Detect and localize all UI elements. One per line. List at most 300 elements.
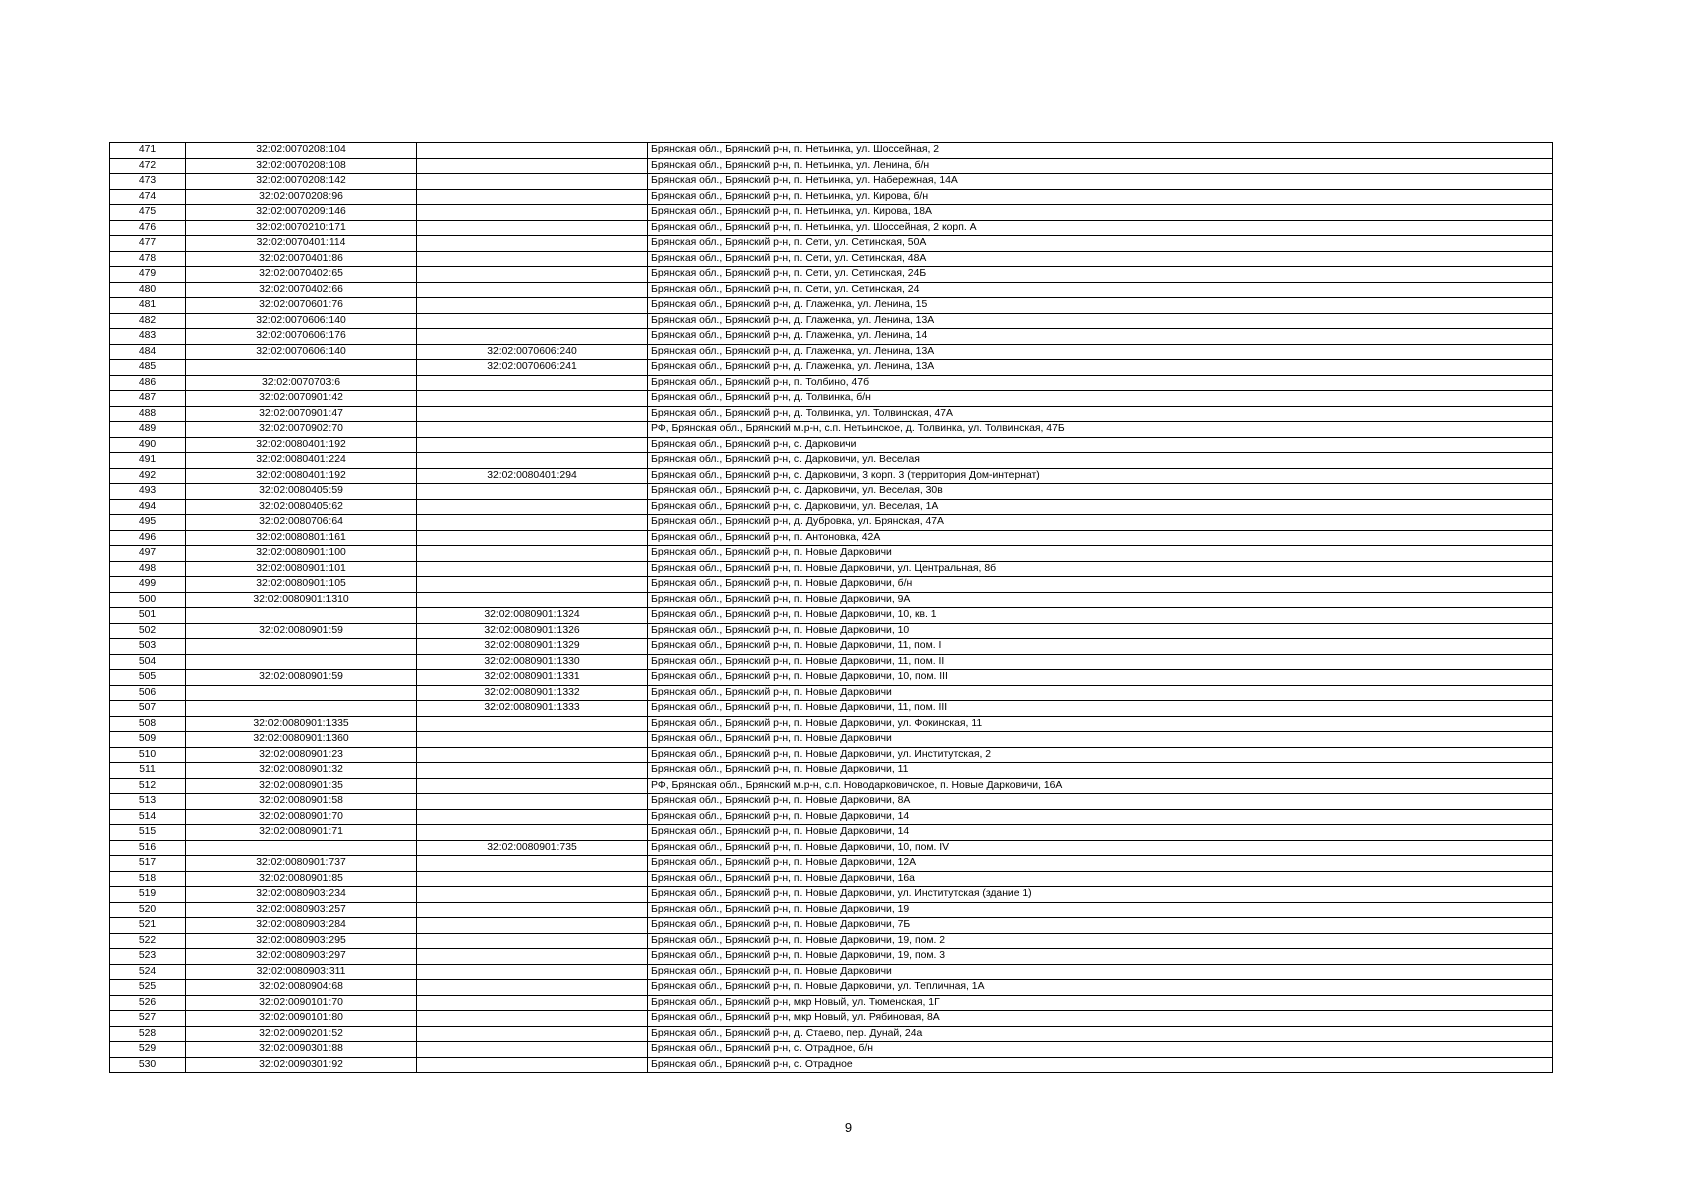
row-number-cell: 530 xyxy=(110,1057,186,1073)
row-number-cell: 527 xyxy=(110,1011,186,1027)
secondary-cadastral-number-cell xyxy=(417,980,648,996)
cadastral-number-cell: 32:02:0090101:70 xyxy=(186,995,417,1011)
row-number-cell: 526 xyxy=(110,995,186,1011)
cadastral-number-cell: 32:02:0070601:76 xyxy=(186,298,417,314)
row-number-cell: 522 xyxy=(110,933,186,949)
table-row xyxy=(110,329,1553,345)
row-number-cell: 525 xyxy=(110,980,186,996)
address-cell: Брянская обл., Брянский р-н, п. Новые Дарковичи, 11, пом. I xyxy=(648,639,1553,655)
address-cell: Брянская обл., Брянский р-н, п. Новые Дарковичи, 10, кв. 1 xyxy=(648,608,1553,624)
address-cell: Брянская обл., Брянский р-н, п. Новые Дарковичи, 14 xyxy=(648,809,1553,825)
cadastral-number-cell xyxy=(186,840,417,856)
address-cell: Брянская обл., Брянский р-н, д. Глаженка, ул. Ленина, 15 xyxy=(648,298,1553,314)
cadastral-number-cell: 32:02:0080903:297 xyxy=(186,949,417,965)
cadastral-number-cell: 32:02:0070703:6 xyxy=(186,375,417,391)
row-number-cell: 529 xyxy=(110,1042,186,1058)
row-number-cell: 505 xyxy=(110,670,186,686)
cadastral-number-cell: 32:02:0080903:257 xyxy=(186,902,417,918)
secondary-cadastral-number-cell: 32:02:0080901:1330 xyxy=(417,654,648,670)
cadastral-number-cell: 32:02:0070209:146 xyxy=(186,205,417,221)
row-number-cell: 496 xyxy=(110,530,186,546)
row-number-cell: 494 xyxy=(110,499,186,515)
table-row xyxy=(110,422,1553,438)
cadastral-number-cell: 32:02:0080401:192 xyxy=(186,437,417,453)
secondary-cadastral-number-cell: 32:02:0070606:241 xyxy=(417,360,648,376)
cadastral-number-cell: 32:02:0070606:176 xyxy=(186,329,417,345)
row-number-cell: 502 xyxy=(110,623,186,639)
address-cell: Брянская обл., Брянский р-н, п. Новые Дарковичи, ул. Фокинская, 11 xyxy=(648,716,1553,732)
cadastral-number-cell xyxy=(186,360,417,376)
secondary-cadastral-number-cell xyxy=(417,391,648,407)
table-row xyxy=(110,747,1553,763)
secondary-cadastral-number-cell xyxy=(417,375,648,391)
address-cell: Брянская обл., Брянский р-н, п. Новые Дарковичи, 16а xyxy=(648,871,1553,887)
cadastral-number-cell: 32:02:0080901:101 xyxy=(186,561,417,577)
row-number-cell: 491 xyxy=(110,453,186,469)
cadastral-number-cell: 32:02:0080405:62 xyxy=(186,499,417,515)
address-cell: Брянская обл., Брянский р-н, п. Толбино, 47б xyxy=(648,375,1553,391)
secondary-cadastral-number-cell xyxy=(417,577,648,593)
address-cell: Брянская обл., Брянский р-н, п. Новые Дарковичи, 8А xyxy=(648,794,1553,810)
secondary-cadastral-number-cell xyxy=(417,592,648,608)
cadastral-number-cell: 32:02:0080903:295 xyxy=(186,933,417,949)
row-number-cell: 506 xyxy=(110,685,186,701)
cadastral-number-cell: 32:02:0090301:92 xyxy=(186,1057,417,1073)
row-number-cell: 519 xyxy=(110,887,186,903)
address-cell: Брянская обл., Брянский р-н, п. Сети, ул. Сетинская, 50А xyxy=(648,236,1553,252)
address-cell: Брянская обл., Брянский р-н, п. Новые Дарковичи, 7Б xyxy=(648,918,1553,934)
secondary-cadastral-number-cell: 32:02:0080901:1333 xyxy=(417,701,648,717)
table-row xyxy=(110,406,1553,422)
row-number-cell: 480 xyxy=(110,282,186,298)
cadastral-number-cell: 32:02:0070902:70 xyxy=(186,422,417,438)
secondary-cadastral-number-cell xyxy=(417,546,648,562)
secondary-cadastral-number-cell xyxy=(417,561,648,577)
table-row xyxy=(110,763,1553,779)
secondary-cadastral-number-cell xyxy=(417,747,648,763)
secondary-cadastral-number-cell xyxy=(417,484,648,500)
cadastral-number-cell xyxy=(186,608,417,624)
table-row xyxy=(110,468,1553,484)
cadastral-number-cell: 32:02:0080405:59 xyxy=(186,484,417,500)
cadastral-number-cell: 32:02:0080901:105 xyxy=(186,577,417,593)
address-cell: Брянская обл., Брянский р-н, п. Новые Дарковичи, 11, пом. III xyxy=(648,701,1553,717)
address-cell: Брянская обл., Брянский р-н, п. Новые Дарковичи, 12А xyxy=(648,856,1553,872)
row-number-cell: 523 xyxy=(110,949,186,965)
secondary-cadastral-number-cell xyxy=(417,313,648,329)
cadastral-number-cell: 32:02:0080903:234 xyxy=(186,887,417,903)
cadastral-number-cell: 32:02:0080401:192 xyxy=(186,468,417,484)
table-row xyxy=(110,143,1553,159)
secondary-cadastral-number-cell xyxy=(417,918,648,934)
row-number-cell: 509 xyxy=(110,732,186,748)
cadastral-number-cell: 32:02:0070401:114 xyxy=(186,236,417,252)
cadastral-number-cell: 32:02:0070606:140 xyxy=(186,313,417,329)
secondary-cadastral-number-cell xyxy=(417,499,648,515)
row-number-cell: 489 xyxy=(110,422,186,438)
row-number-cell: 483 xyxy=(110,329,186,345)
table-row xyxy=(110,437,1553,453)
address-cell: Брянская обл., Брянский р-н, с. Дарковичи, ул. Веселая, 1А xyxy=(648,499,1553,515)
cadastral-number-cell: 32:02:0080901:71 xyxy=(186,825,417,841)
cadastral-number-cell: 32:02:0080901:32 xyxy=(186,763,417,779)
address-cell: Брянская обл., Брянский р-н, п. Новые Дарковичи, 19, пом. 2 xyxy=(648,933,1553,949)
table-row xyxy=(110,825,1553,841)
table-row xyxy=(110,608,1553,624)
row-number-cell: 516 xyxy=(110,840,186,856)
row-number-cell: 512 xyxy=(110,778,186,794)
secondary-cadastral-number-cell xyxy=(417,1011,648,1027)
row-number-cell: 499 xyxy=(110,577,186,593)
table-row xyxy=(110,251,1553,267)
secondary-cadastral-number-cell xyxy=(417,902,648,918)
address-cell: Брянская обл., Брянский р-н, д. Глаженка, ул. Ленина, 13А xyxy=(648,360,1553,376)
address-cell: Брянская обл., Брянский р-н, д. Стаево, пер. Дунай, 24а xyxy=(648,1026,1553,1042)
address-cell: Брянская обл., Брянский р-н, с. Дарковичи xyxy=(648,437,1553,453)
address-cell: Брянская обл., Брянский р-н, п. Новые Дарковичи xyxy=(648,685,1553,701)
row-number-cell: 498 xyxy=(110,561,186,577)
row-number-cell: 478 xyxy=(110,251,186,267)
table-row xyxy=(110,158,1553,174)
address-cell: Брянская обл., Брянский р-н, п. Нетьинка, ул. Кирова, б/н xyxy=(648,189,1553,205)
secondary-cadastral-number-cell xyxy=(417,732,648,748)
address-cell: Брянская обл., Брянский р-н, п. Антоновка, 42А xyxy=(648,530,1553,546)
secondary-cadastral-number-cell xyxy=(417,453,648,469)
secondary-cadastral-number-cell xyxy=(417,871,648,887)
row-number-cell: 471 xyxy=(110,143,186,159)
secondary-cadastral-number-cell xyxy=(417,530,648,546)
table-row xyxy=(110,205,1553,221)
secondary-cadastral-number-cell xyxy=(417,205,648,221)
row-number-cell: 528 xyxy=(110,1026,186,1042)
table-row xyxy=(110,1011,1553,1027)
secondary-cadastral-number-cell xyxy=(417,825,648,841)
table-row xyxy=(110,778,1553,794)
cadastral-number-cell: 32:02:0080801:161 xyxy=(186,530,417,546)
table-row xyxy=(110,794,1553,810)
row-number-cell: 501 xyxy=(110,608,186,624)
row-number-cell: 484 xyxy=(110,344,186,360)
address-cell: Брянская обл., Брянский р-н, мкр Новый, ул. Рябиновая, 8А xyxy=(648,1011,1553,1027)
address-cell: Брянская обл., Брянский р-н, п. Новые Дарковичи, 19 xyxy=(648,902,1553,918)
secondary-cadastral-number-cell xyxy=(417,282,648,298)
address-cell: Брянская обл., Брянский р-н, д. Толвинка, б/н xyxy=(648,391,1553,407)
secondary-cadastral-number-cell xyxy=(417,158,648,174)
table-row xyxy=(110,391,1553,407)
secondary-cadastral-number-cell: 32:02:0080901:1332 xyxy=(417,685,648,701)
secondary-cadastral-number-cell: 32:02:0080901:735 xyxy=(417,840,648,856)
address-cell: Брянская обл., Брянский р-н, п. Нетьинка, ул. Шоссейная, 2 xyxy=(648,143,1553,159)
address-cell: Брянская обл., Брянский р-н, п. Новые Дарковичи, 11, пом. II xyxy=(648,654,1553,670)
secondary-cadastral-number-cell xyxy=(417,515,648,531)
cadastral-number-cell: 32:02:0080706:64 xyxy=(186,515,417,531)
cadastral-number-cell: 32:02:0070901:47 xyxy=(186,406,417,422)
address-cell: Брянская обл., Брянский р-н, п. Нетьинка, ул. Кирова, 18А xyxy=(648,205,1553,221)
secondary-cadastral-number-cell xyxy=(417,716,648,732)
secondary-cadastral-number-cell xyxy=(417,220,648,236)
secondary-cadastral-number-cell xyxy=(417,267,648,283)
address-cell: Брянская обл., Брянский р-н, п. Новые Дарковичи, 10 xyxy=(648,623,1553,639)
cadastral-number-cell: 32:02:0080901:23 xyxy=(186,747,417,763)
cadastral-number-cell: 32:02:0080901:85 xyxy=(186,871,417,887)
cadastral-number-cell: 32:02:0070901:42 xyxy=(186,391,417,407)
row-number-cell: 481 xyxy=(110,298,186,314)
row-number-cell: 518 xyxy=(110,871,186,887)
table-row xyxy=(110,933,1553,949)
secondary-cadastral-number-cell xyxy=(417,995,648,1011)
table-row xyxy=(110,561,1553,577)
cadastral-number-cell: 32:02:0070402:66 xyxy=(186,282,417,298)
table-row xyxy=(110,949,1553,965)
address-cell: Брянская обл., Брянский р-н, д. Глаженка, ул. Ленина, 13А xyxy=(648,344,1553,360)
row-number-cell: 485 xyxy=(110,360,186,376)
table-row xyxy=(110,530,1553,546)
secondary-cadastral-number-cell xyxy=(417,763,648,779)
cadastral-number-cell: 32:02:0080901:59 xyxy=(186,623,417,639)
row-number-cell: 503 xyxy=(110,639,186,655)
cadastral-number-cell xyxy=(186,639,417,655)
table-row xyxy=(110,174,1553,190)
address-cell: Брянская обл., Брянский р-н, п. Новые Дарковичи, 19, пом. 3 xyxy=(648,949,1553,965)
table-row xyxy=(110,654,1553,670)
secondary-cadastral-number-cell xyxy=(417,856,648,872)
table-row xyxy=(110,732,1553,748)
table-row xyxy=(110,964,1553,980)
address-cell: РФ, Брянская обл., Брянский м.р-н, с.п. Новодарковичское, п. Новые Дарковичи, 16А xyxy=(648,778,1553,794)
secondary-cadastral-number-cell xyxy=(417,887,648,903)
cadastral-number-cell: 32:02:0070208:108 xyxy=(186,158,417,174)
address-cell: Брянская обл., Брянский р-н, п. Новые Дарковичи, ул. Институтская (здание 1) xyxy=(648,887,1553,903)
address-cell: Брянская обл., Брянский р-н, п. Новые Дарковичи, 9А xyxy=(648,592,1553,608)
cadastral-number-cell: 32:02:0080901:35 xyxy=(186,778,417,794)
secondary-cadastral-number-cell xyxy=(417,1057,648,1073)
row-number-cell: 500 xyxy=(110,592,186,608)
row-number-cell: 488 xyxy=(110,406,186,422)
address-cell: Брянская обл., Брянский р-н, п. Новые Дарковичи xyxy=(648,964,1553,980)
cadastral-number-cell: 32:02:0080901:1335 xyxy=(186,716,417,732)
row-number-cell: 510 xyxy=(110,747,186,763)
cadastral-number-cell: 32:02:0090301:88 xyxy=(186,1042,417,1058)
secondary-cadastral-number-cell: 32:02:0080401:294 xyxy=(417,468,648,484)
row-number-cell: 475 xyxy=(110,205,186,221)
secondary-cadastral-number-cell xyxy=(417,236,648,252)
address-cell: Брянская обл., Брянский р-н, п. Новые Дарковичи, ул. Центральная, 8б xyxy=(648,561,1553,577)
secondary-cadastral-number-cell xyxy=(417,1042,648,1058)
table-row xyxy=(110,592,1553,608)
cadastral-number-cell: 32:02:0070208:142 xyxy=(186,174,417,190)
address-cell: Брянская обл., Брянский р-н, п. Сети, ул. Сетинская, 48А xyxy=(648,251,1553,267)
address-cell: Брянская обл., Брянский р-н, п. Новые Дарковичи, б/н xyxy=(648,577,1553,593)
secondary-cadastral-number-cell xyxy=(417,406,648,422)
address-cell: Брянская обл., Брянский р-н, мкр Новый, ул. Тюменская, 1Г xyxy=(648,995,1553,1011)
cadastral-number-cell xyxy=(186,701,417,717)
cadastral-number-cell: 32:02:0080903:311 xyxy=(186,964,417,980)
table-row xyxy=(110,515,1553,531)
table-row xyxy=(110,499,1553,515)
address-cell: Брянская обл., Брянский р-н, д. Дубровка, ул. Брянская, 47А xyxy=(648,515,1553,531)
address-cell: Брянская обл., Брянский р-н, с. Дарковичи, 3 корп. 3 (территория Дом-интернат) xyxy=(648,468,1553,484)
address-cell: Брянская обл., Брянский р-н, п. Новые Дарковичи, 10, пом. III xyxy=(648,670,1553,686)
secondary-cadastral-number-cell xyxy=(417,298,648,314)
table-row xyxy=(110,995,1553,1011)
address-cell: Брянская обл., Брянский р-н, с. Дарковичи, ул. Веселая xyxy=(648,453,1553,469)
table-row xyxy=(110,701,1553,717)
row-number-cell: 472 xyxy=(110,158,186,174)
row-number-cell: 493 xyxy=(110,484,186,500)
row-number-cell: 490 xyxy=(110,437,186,453)
address-cell: Брянская обл., Брянский р-н, п. Новые Дарковичи xyxy=(648,732,1553,748)
secondary-cadastral-number-cell xyxy=(417,949,648,965)
secondary-cadastral-number-cell xyxy=(417,778,648,794)
address-cell: Брянская обл., Брянский р-н, п. Новые Дарковичи, 11 xyxy=(648,763,1553,779)
secondary-cadastral-number-cell: 32:02:0080901:1331 xyxy=(417,670,648,686)
cadastral-number-cell: 32:02:0080401:224 xyxy=(186,453,417,469)
row-number-cell: 474 xyxy=(110,189,186,205)
row-number-cell: 495 xyxy=(110,515,186,531)
cadastral-number-cell: 32:02:0080901:100 xyxy=(186,546,417,562)
secondary-cadastral-number-cell xyxy=(417,437,648,453)
address-cell: Брянская обл., Брянский р-н, д. Толвинка, ул. Толвинская, 47А xyxy=(648,406,1553,422)
table-row xyxy=(110,1026,1553,1042)
address-cell: Брянская обл., Брянский р-н, п. Новые Дарковичи, 10, пом. IV xyxy=(648,840,1553,856)
address-cell: Брянская обл., Брянский р-н, п. Сети, ул. Сетинская, 24Б xyxy=(648,267,1553,283)
table-row xyxy=(110,1042,1553,1058)
address-cell: Брянская обл., Брянский р-н, п. Новые Дарковичи, 14 xyxy=(648,825,1553,841)
table-row xyxy=(110,298,1553,314)
address-cell: Брянская обл., Брянский р-н, с. Отрадное xyxy=(648,1057,1553,1073)
secondary-cadastral-number-cell xyxy=(417,189,648,205)
row-number-cell: 486 xyxy=(110,375,186,391)
cadastral-number-cell xyxy=(186,654,417,670)
row-number-cell: 479 xyxy=(110,267,186,283)
cadastral-number-cell: 32:02:0080901:737 xyxy=(186,856,417,872)
table-row xyxy=(110,840,1553,856)
row-number-cell: 497 xyxy=(110,546,186,562)
row-number-cell: 492 xyxy=(110,468,186,484)
secondary-cadastral-number-cell xyxy=(417,329,648,345)
table-row xyxy=(110,918,1553,934)
secondary-cadastral-number-cell xyxy=(417,251,648,267)
cadastral-number-cell: 32:02:0080901:1360 xyxy=(186,732,417,748)
cadastral-number-cell: 32:02:0070210:171 xyxy=(186,220,417,236)
secondary-cadastral-number-cell: 32:02:0080901:1324 xyxy=(417,608,648,624)
table-row xyxy=(110,887,1553,903)
address-cell: Брянская обл., Брянский р-н, п. Нетьинка, ул. Шоссейная, 2 корп. А xyxy=(648,220,1553,236)
table-row xyxy=(110,639,1553,655)
address-cell: Брянская обл., Брянский р-н, с. Отрадное, б/н xyxy=(648,1042,1553,1058)
secondary-cadastral-number-cell xyxy=(417,174,648,190)
table-row xyxy=(110,236,1553,252)
row-number-cell: 515 xyxy=(110,825,186,841)
table-row xyxy=(110,1057,1553,1073)
row-number-cell: 504 xyxy=(110,654,186,670)
row-number-cell: 517 xyxy=(110,856,186,872)
row-number-cell: 511 xyxy=(110,763,186,779)
cadastral-number-cell: 32:02:0080901:70 xyxy=(186,809,417,825)
row-number-cell: 520 xyxy=(110,902,186,918)
cadastral-number-cell: 32:02:0080901:1310 xyxy=(186,592,417,608)
table-row xyxy=(110,344,1553,360)
cadastral-number-cell: 32:02:0080904:68 xyxy=(186,980,417,996)
table-row xyxy=(110,375,1553,391)
table-row xyxy=(110,220,1553,236)
address-cell: Брянская обл., Брянский р-н, д. Глаженка, ул. Ленина, 14 xyxy=(648,329,1553,345)
row-number-cell: 507 xyxy=(110,701,186,717)
secondary-cadastral-number-cell xyxy=(417,933,648,949)
table-row xyxy=(110,670,1553,686)
secondary-cadastral-number-cell xyxy=(417,1026,648,1042)
table-row xyxy=(110,484,1553,500)
table-row xyxy=(110,685,1553,701)
secondary-cadastral-number-cell xyxy=(417,809,648,825)
address-cell: Брянская обл., Брянский р-н, п. Сети, ул. Сетинская, 24 xyxy=(648,282,1553,298)
table-row xyxy=(110,546,1553,562)
secondary-cadastral-number-cell: 32:02:0080901:1326 xyxy=(417,623,648,639)
table-row xyxy=(110,189,1553,205)
cadastral-number-cell: 32:02:0070401:86 xyxy=(186,251,417,267)
table-row xyxy=(110,902,1553,918)
row-number-cell: 514 xyxy=(110,809,186,825)
registry-table-body xyxy=(110,143,1553,1073)
cadastral-number-cell: 32:02:0090201:52 xyxy=(186,1026,417,1042)
row-number-cell: 473 xyxy=(110,174,186,190)
cadastral-number-cell: 32:02:0090101:80 xyxy=(186,1011,417,1027)
secondary-cadastral-number-cell xyxy=(417,422,648,438)
row-number-cell: 477 xyxy=(110,236,186,252)
cadastral-number-cell: 32:02:0070402:65 xyxy=(186,267,417,283)
secondary-cadastral-number-cell: 32:02:0070606:240 xyxy=(417,344,648,360)
secondary-cadastral-number-cell xyxy=(417,964,648,980)
secondary-cadastral-number-cell xyxy=(417,143,648,159)
cadastral-number-cell: 32:02:0080903:284 xyxy=(186,918,417,934)
table-row xyxy=(110,282,1553,298)
row-number-cell: 508 xyxy=(110,716,186,732)
address-cell: Брянская обл., Брянский р-н, д. Глаженка, ул. Ленина, 13А xyxy=(648,313,1553,329)
table-row xyxy=(110,856,1553,872)
row-number-cell: 487 xyxy=(110,391,186,407)
cadastral-number-cell: 32:02:0080901:59 xyxy=(186,670,417,686)
row-number-cell: 521 xyxy=(110,918,186,934)
address-cell: Брянская обл., Брянский р-н, п. Новые Дарковичи xyxy=(648,546,1553,562)
cadastral-number-cell: 32:02:0070606:140 xyxy=(186,344,417,360)
table-row xyxy=(110,453,1553,469)
table-row xyxy=(110,313,1553,329)
table-row xyxy=(110,577,1553,593)
table-row xyxy=(110,871,1553,887)
registry-table xyxy=(109,142,1553,1073)
table-row xyxy=(110,360,1553,376)
address-cell: Брянская обл., Брянский р-н, п. Нетьинка, ул. Набережная, 14А xyxy=(648,174,1553,190)
table-row xyxy=(110,980,1553,996)
address-cell: Брянская обл., Брянский р-н, п. Новые Дарковичи, ул. Тепличная, 1А xyxy=(648,980,1553,996)
address-cell: Брянская обл., Брянский р-н, с. Дарковичи, ул. Веселая, 30в xyxy=(648,484,1553,500)
address-cell: РФ, Брянская обл., Брянский м.р-н, с.п. Нетьинское, д. Толвинка, ул. Толвинская, 47Б xyxy=(648,422,1553,438)
cadastral-number-cell: 32:02:0070208:96 xyxy=(186,189,417,205)
table-row xyxy=(110,716,1553,732)
cadastral-number-cell: 32:02:0070208:104 xyxy=(186,143,417,159)
cadastral-number-cell: 32:02:0080901:58 xyxy=(186,794,417,810)
row-number-cell: 524 xyxy=(110,964,186,980)
row-number-cell: 482 xyxy=(110,313,186,329)
address-cell: Брянская обл., Брянский р-н, п. Новые Дарковичи, ул. Институтская, 2 xyxy=(648,747,1553,763)
row-number-cell: 476 xyxy=(110,220,186,236)
row-number-cell: 513 xyxy=(110,794,186,810)
secondary-cadastral-number-cell: 32:02:0080901:1329 xyxy=(417,639,648,655)
table-row xyxy=(110,267,1553,283)
address-cell: Брянская обл., Брянский р-н, п. Нетьинка, ул. Ленина, б/н xyxy=(648,158,1553,174)
table-row xyxy=(110,809,1553,825)
cadastral-number-cell xyxy=(186,685,417,701)
